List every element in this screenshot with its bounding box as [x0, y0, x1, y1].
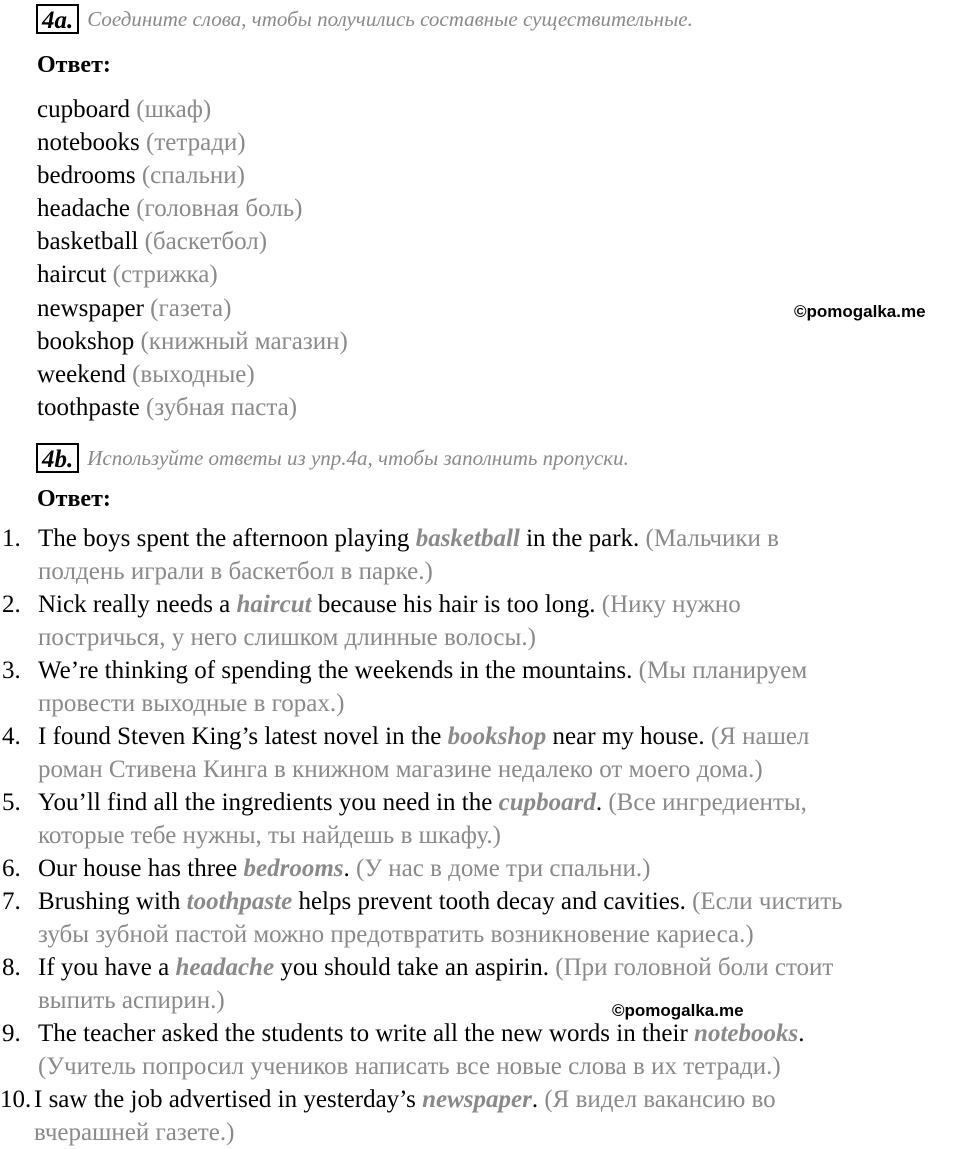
- item-number: 4.: [2, 723, 21, 750]
- sentence-text-end: .: [798, 1020, 805, 1047]
- sentence-list: [0, 522, 960, 1149]
- sentence-text: Our house has three: [38, 855, 244, 882]
- translation-end: провести выходные в горах.): [38, 690, 345, 717]
- translation-start: (Нику нужно: [601, 591, 741, 618]
- list-item: [37, 126, 348, 159]
- sentence-text-end: near my house.: [546, 723, 711, 750]
- item-number: 5.: [2, 789, 21, 816]
- list-item: [0, 885, 960, 951]
- word-ru: (выходные): [132, 360, 255, 388]
- keyword: bookshop: [447, 723, 547, 750]
- translation-start: (Мальчики в: [645, 525, 779, 552]
- keyword: basketball: [415, 525, 520, 552]
- keyword: cupboard: [498, 789, 596, 816]
- word-ru: (спальни): [141, 162, 245, 190]
- item-number: 1.: [2, 525, 21, 552]
- list-item: [37, 225, 348, 258]
- translation-end: вчерашней газете.): [34, 1119, 235, 1146]
- word-ru: (книжный магазин): [140, 327, 348, 355]
- sentence-text-end: because his hair is too long.: [311, 591, 602, 618]
- list-item: [37, 192, 348, 225]
- sentence-text-end: .: [595, 789, 609, 816]
- word-ru: (зубная паста): [146, 393, 298, 421]
- keyword: haircut: [236, 591, 312, 618]
- word-en: basketball: [37, 228, 139, 256]
- sentence-text-end: .: [343, 855, 356, 882]
- list-item: [37, 292, 348, 325]
- translation-end: роман Стивена Кинга в книжном магазине недалеко от моего дома.): [38, 756, 763, 783]
- sentence-text-end: .: [531, 1086, 545, 1113]
- list-item: [0, 720, 960, 786]
- item-number: 9.: [2, 1020, 21, 1047]
- sentence-text: The teacher asked the students to write all the new words in their: [38, 1020, 695, 1047]
- translation-start: (Если чистить: [692, 888, 843, 915]
- translation-start: (Я видел вакансию во: [544, 1086, 776, 1113]
- translation-end: зубы зубной пастой можно предотвратить возникновение кариеса.): [38, 921, 754, 948]
- list-item: [0, 786, 960, 852]
- translation-start: (Мы планируем: [638, 657, 808, 684]
- item-number: 2.: [2, 591, 21, 618]
- item-number: 10.: [0, 1086, 32, 1113]
- sentence-text: I saw the job advertised in yesterday’s: [34, 1086, 423, 1113]
- translation-start: (Все ингредиенты,: [608, 789, 807, 816]
- keyword: bedrooms: [243, 855, 344, 882]
- watermark: ©pomogalka.me: [612, 1001, 744, 1020]
- list-item: [0, 588, 960, 654]
- task-4a-label: 4a.: [36, 4, 79, 34]
- sentence-text: The boys spent the afternoon playing: [38, 525, 416, 552]
- task-4b-label: 4b.: [36, 443, 79, 473]
- translation-end: которые тебе нужны, ты найдешь в шкафу.): [38, 822, 501, 849]
- word-en: weekend: [37, 360, 126, 388]
- task-4b-instruction: Используйте ответы из упр.4a, чтобы заполнить пропуски.: [87, 445, 629, 470]
- task-4a-header: [36, 4, 693, 34]
- sentence-text: Nick really needs a: [38, 591, 237, 618]
- list-item: [37, 93, 348, 126]
- list-item: [37, 258, 348, 291]
- watermark: ©pomogalka.me: [794, 302, 926, 321]
- list-item: [37, 358, 348, 391]
- word-en: toothpaste: [37, 393, 140, 421]
- item-number: 7.: [2, 888, 21, 915]
- word-ru: (тетради): [146, 129, 246, 157]
- word-list: [37, 93, 348, 424]
- translation-start: (Я нашел: [710, 723, 810, 750]
- list-item: [0, 1083, 960, 1149]
- translation-start: (При головной боли стоит: [555, 954, 834, 981]
- sentence-text: Brushing with: [38, 888, 187, 915]
- list-item: [0, 852, 960, 885]
- word-ru: (головная боль): [136, 195, 303, 223]
- keyword: headache: [175, 954, 275, 981]
- word-en: headache: [37, 195, 130, 223]
- sentence-text: If you have a: [38, 954, 176, 981]
- sentence-text-end: helps prevent tooth decay and cavities.: [292, 888, 693, 915]
- item-number: 3.: [2, 657, 21, 684]
- task-4b-header: [36, 443, 629, 473]
- task-4a-instruction: Соедините слова, чтобы получились составные существительные.: [87, 6, 693, 31]
- list-item: [37, 391, 348, 424]
- translation-end: полдень играли в баскетбол в парке.): [38, 558, 433, 585]
- word-ru: (шкаф): [136, 96, 212, 123]
- keyword: toothpaste: [186, 888, 293, 915]
- translation-end: (Учитель попросил учеников написать все новые слова в их тетради.): [38, 1053, 781, 1080]
- word-en: bedrooms: [37, 162, 136, 190]
- list-item: [0, 654, 960, 720]
- sentence-text-end: you should take an aspirin.: [274, 954, 556, 981]
- keyword: newspaper: [422, 1086, 532, 1113]
- translation-start: (У нас в доме три спальни.): [356, 855, 651, 882]
- list-item: [0, 1017, 960, 1083]
- translation-end: выпить аспирин.): [38, 987, 225, 1014]
- word-en: newspaper: [37, 294, 144, 322]
- word-en: notebooks: [37, 129, 140, 157]
- sentence-text: You’ll find all the ingredients you need in the: [38, 789, 499, 816]
- sentence-text-end: in the park.: [519, 525, 646, 552]
- word-ru: (газета): [150, 294, 232, 322]
- answer-label-4b: Ответ:: [37, 486, 111, 512]
- sentence-text: I found Steven King’s latest novel in the: [38, 723, 448, 750]
- list-item: [37, 325, 348, 358]
- word-ru: (стрижка): [112, 261, 218, 289]
- answer-label-4a: Ответ:: [37, 52, 111, 78]
- sentence-text: We’re thinking of spending the weekends in the mountains.: [38, 657, 639, 684]
- word-en: bookshop: [37, 327, 135, 355]
- list-item: [0, 951, 960, 1017]
- item-number: 8.: [2, 954, 21, 981]
- word-ru: (баскетбол): [144, 228, 268, 256]
- item-number: 6.: [2, 855, 21, 882]
- list-item: [0, 522, 960, 588]
- keyword: notebooks: [694, 1020, 799, 1047]
- word-en: haircut: [37, 261, 107, 289]
- list-item: [37, 159, 348, 192]
- translation-end: постричься, у него слишком длинные волосы.): [38, 624, 536, 651]
- word-en: cupboard: [37, 96, 131, 123]
